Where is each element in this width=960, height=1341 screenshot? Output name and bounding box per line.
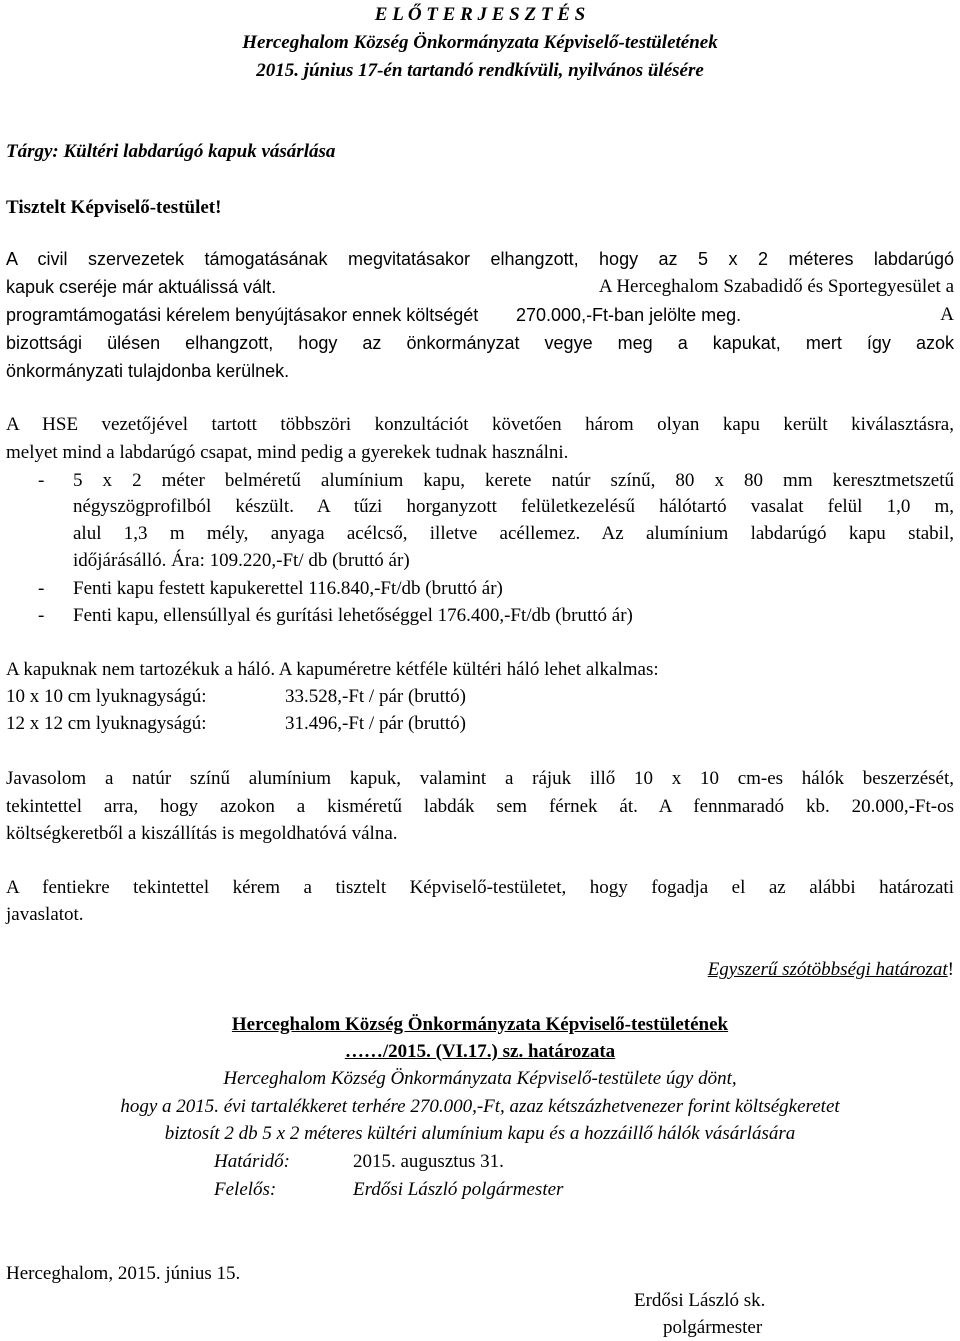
option3-text: Fenti kapu, ellensúllyal és gurítási lehetőséggel 176.400,-Ft/db (bruttó ár) [73,605,633,626]
place-date: Herceghalom, 2015. június 15. [6,1263,241,1284]
option1-line2: négyszögprofilból készült. A tűzi horganyzott felületkezelésű hálótartó vasalat felül 1,0 m, [73,496,954,517]
para1-line3c: A [940,304,954,325]
subject-line: Tárgy: Kültéri labdarúgó kapuk vásárlása [6,141,336,162]
resolution-line2: hogy a 2015. évi tartalékkeret terhére 270.000,-Ft, azaz kétszázhetvenezer forint költségkeretet [120,1096,840,1117]
majority-note-text: Egyszerű szótöbbségi határozat [707,959,948,980]
nets-intro: A kapuknak nem tartozékuk a háló. A kapuméretre kétféle kültéri háló lehet alkalmas: [6,659,659,680]
header-council-line: Herceghalom Község Önkormányzata Képviselő-testületének [242,32,718,53]
responsible-value: Erdősi László polgármester [353,1179,564,1200]
para1-line2a: kapuk cseréje már aktuálissá vált. [6,277,277,297]
para1-line3b: 270.000,-Ft-ban jelölte meg. [516,305,742,325]
para1-line2b: A Herceghalom Szabadidő és Sportegyesület a [598,276,954,297]
document-title: E L Ő T E R J E S Z T É S [374,4,586,25]
option1-line4: időjárásálló. Ára: 109.220,-Ft/ db (bruttó ár) [73,550,410,571]
option1-line1: 5 x 2 méter belméretű alumínium kapu, kerete natúr színű, 80 x 80 mm keresztmetszetű [73,470,954,491]
para4-line1: A fentiekre tekintettel kérem a tisztelt Képviselő-testületet, hogy fogadja el az alábbi határozati [6,877,954,898]
signer-title: polgármester [663,1317,763,1338]
net-row2-label: 12 x 12 cm lyuknagyságú: [6,713,207,734]
resolution-number: ……/2015. (VI.17.) sz. határozata [344,1041,616,1062]
para1-line4: bizottsági ülésen elhangzott, hogy az önkormányzat vegye meg a kapukat, mert így azok [6,333,954,353]
para4-line2: javaslatot. [6,904,84,925]
deadline-value: 2015. augusztus 31. [353,1151,504,1172]
para1-line5: önkormányzati tulajdonba kerülnek. [6,361,290,381]
para2-line2: melyet mind a labdarúgó csapat, mind pedig a gyerekek tudnak használni. [6,442,569,463]
signer-name: Erdősi László sk. [634,1290,766,1311]
para3-line2: tekintettel arra, hogy azokon a kisméretű labdák sem férnek át. A fennmaradó kb. 20.000,-Ft-os [6,796,954,817]
resolution-title: Herceghalom Község Önkormányzata Képviselő-testületének [231,1014,729,1035]
para3-line1: Javasolom a natúr színű alumínium kapuk, valamint a rájuk illő 10 x 10 cm-es hálók beszerzését, [6,768,954,789]
net-row2-value: 31.496,-Ft / pár (bruttó) [285,713,467,734]
option1-dash: - [38,470,45,491]
net-row1-value: 33.528,-Ft / pár (bruttó) [285,686,467,707]
responsible-label: Felelős: [214,1179,277,1200]
option2-dash: - [38,578,45,599]
resolution-line1: Herceghalom Község Önkormányzata Képviselő-testülete úgy dönt, [223,1068,737,1089]
deadline-label: Határidő: [214,1151,290,1172]
header-meeting-line: 2015. június 17-én tartandó rendkívüli, nyilvános ülésére [256,60,704,81]
net-row1-label: 10 x 10 cm lyuknagyságú: [6,686,207,707]
resolution-line3: biztosít 2 db 5 x 2 méteres kültéri alumínium kapu és a hozzáillő hálók vásárlására [164,1123,796,1144]
majority-note-mark: ! [947,959,954,980]
salutation: Tisztelt Képviselő-testület! [6,197,222,218]
para1-line3a: programtámogatási kérelem benyújtásakor ennek költségét [6,305,479,325]
para3-line3: költségkeretből a kiszállítás is megoldhatóvá válna. [6,823,398,844]
para2-line1: A HSE vezetőjével tartott többszöri konzultációt követően három olyan kapu került kiválasztásra, [6,414,954,435]
option1-line3: alul 1,3 m mély, anyaga acélcső, illetve acéllemez. Az alumínium labdarúgó kapu stabil, [73,523,954,544]
para1-line1: A civil szervezetek támogatásának megvitatásakor elhangzott, hogy az 5 x 2 méteres labdarúgó [6,249,954,269]
majority-note [708,959,954,981]
option2-text: Fenti kapu festett kapukerettel 116.840,-Ft/db (bruttó ár) [73,578,503,599]
option3-dash: - [38,605,45,626]
